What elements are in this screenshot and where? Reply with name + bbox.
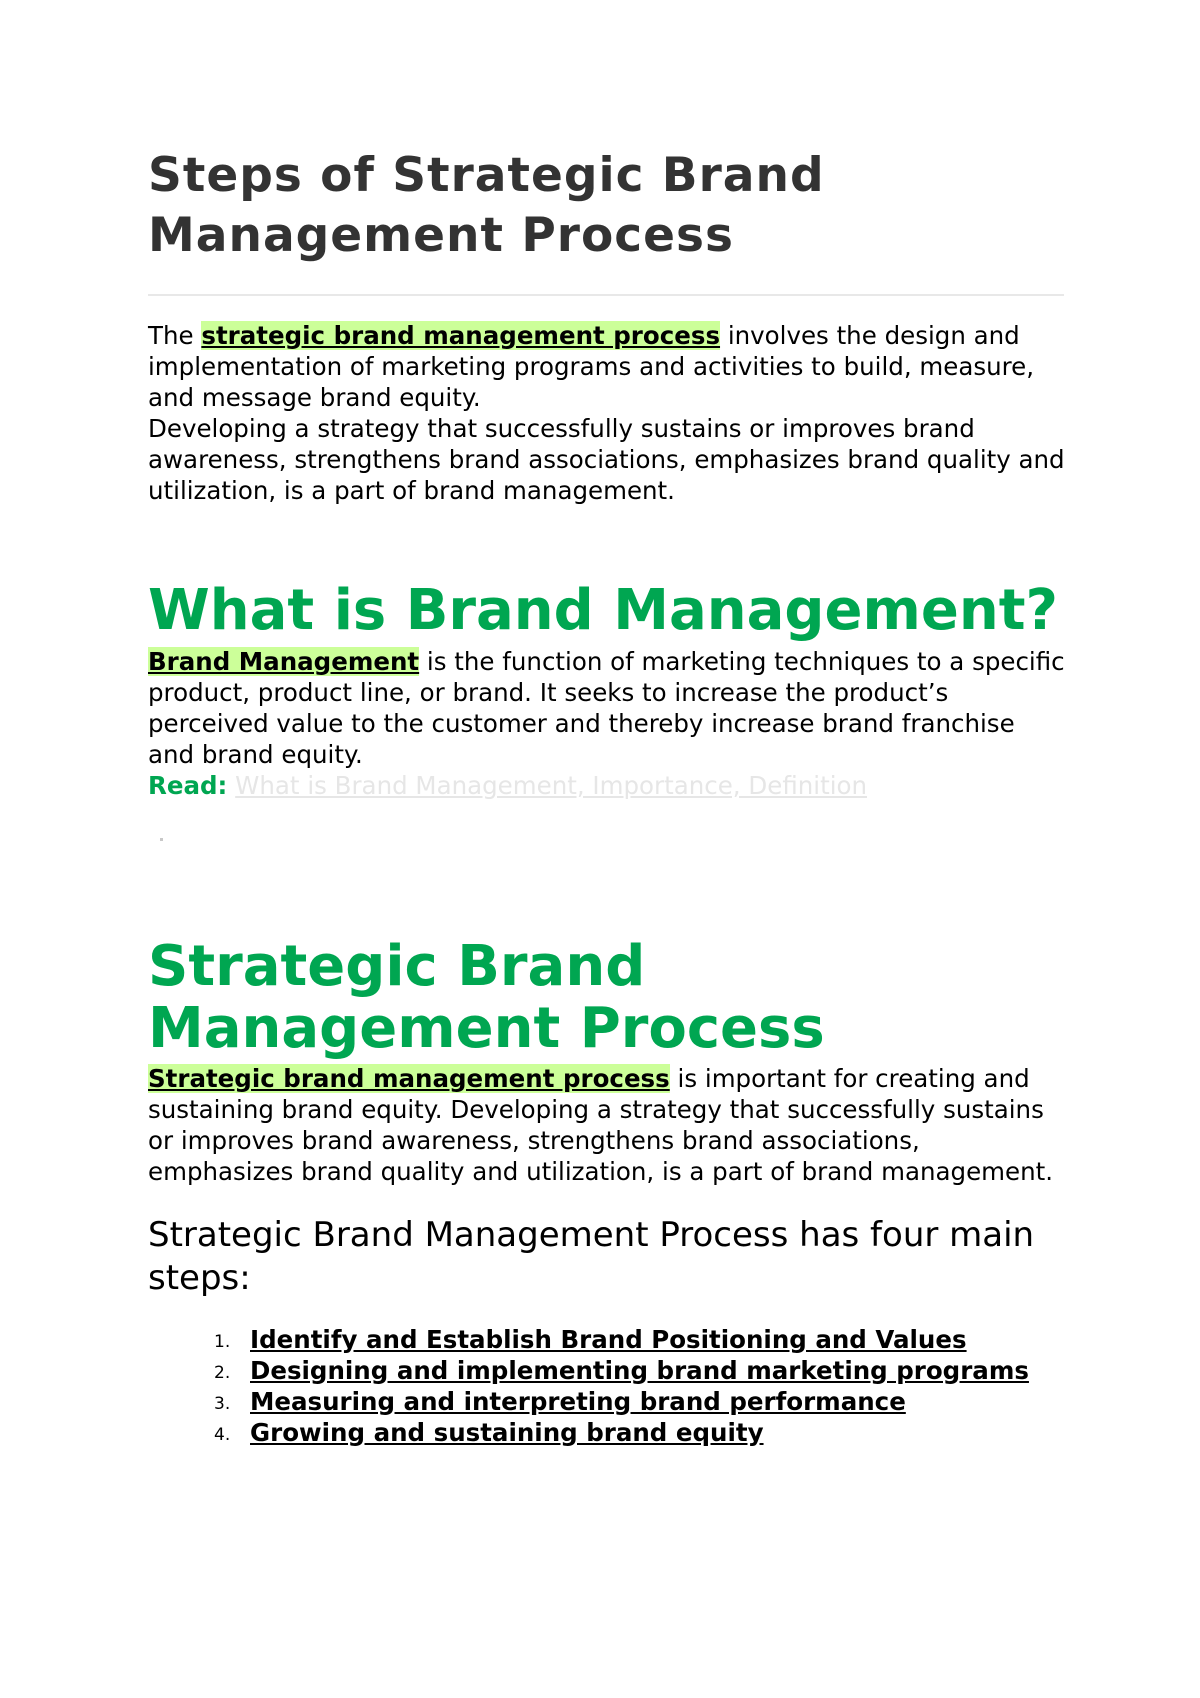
step-link[interactable]: Designing and implementing brand marketing programs [250,1356,1029,1385]
intro-rest: involves the design and implementation of marketing programs and activities to build, measure, and message brand equity. [148,321,1035,412]
image-placeholder-dot [160,838,163,841]
strategic-process-paragraph [148,1063,1068,1187]
brand-management-paragraph [148,646,1068,770]
list-item [148,1355,1068,1386]
brand-management-link[interactable]: Brand Management [148,647,420,676]
strategic-process-text: is important for creating and sustaining brand equity. Developing a strategy that successfully sustains or improves brand awareness, strengthens brand associations, emphasizes brand quality and utilization, is a part of brand management. [148,1064,1054,1186]
intro-paragraph [148,320,1068,506]
list-item [148,1417,1068,1448]
intro-highlight-link[interactable]: strategic brand management process [201,321,721,350]
steps-list [148,1324,1068,1448]
step-number: 1. [214,1332,231,1352]
step-link[interactable]: Identify and Establish Brand Positioning and Values [250,1325,967,1354]
page-title: Steps of Strategic Brand Management Process [148,148,825,263]
list-item [148,1386,1068,1417]
step-link[interactable]: Growing and sustaining brand equity [250,1418,764,1447]
read-label: Read: [148,771,228,800]
section-heading-strategic-process: Strategic Brand Management Process [148,934,825,1061]
steps-intro: Strategic Brand Management Process has four main steps: [148,1215,1035,1298]
step-link[interactable]: Measuring and interpreting brand performance [250,1387,906,1416]
intro-lead: The [148,321,202,350]
step-number: 4. [214,1425,231,1445]
intro-line2: Developing a strategy that successfully sustains or improves brand awareness, strengthens brand associations, emphasizes brand quality and utilization, is a part of brand management. [148,414,1065,505]
step-number: 3. [214,1394,231,1414]
title-divider [148,294,1064,296]
section-heading-brand-management: What is Brand Management? [148,578,1058,643]
brand-management-text: is the function of marketing techniques to a specific product, product line, or brand. It seeks to increase the product’s perceived value to the customer and thereby increase brand franchise and brand equity. [148,647,1065,769]
strategic-process-link[interactable]: Strategic brand management process [148,1064,670,1093]
read-more-link[interactable]: What is Brand Management, Importance, Definition [235,771,868,800]
step-number: 2. [214,1363,231,1383]
read-line [148,770,867,801]
list-item [148,1324,1068,1355]
